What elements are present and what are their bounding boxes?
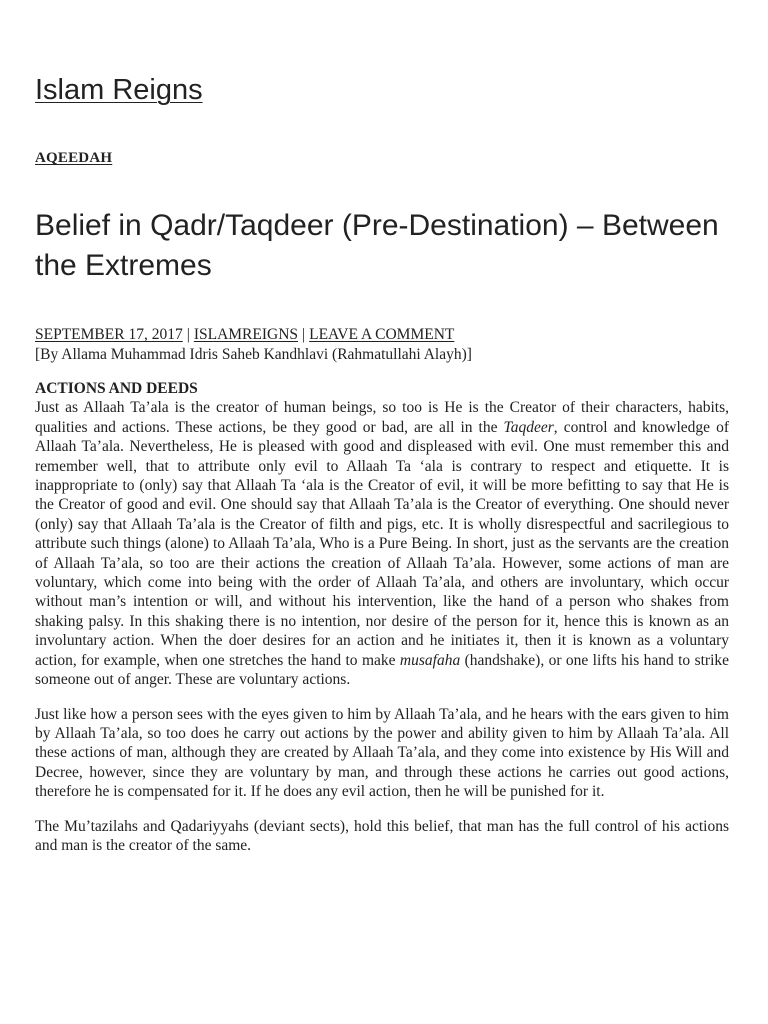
author-link[interactable]: ISLAMREIGNS [193, 326, 299, 343]
paragraph-mutazilahs: The Mu’tazilahs and Qadariyyahs (deviant sects), hold this belief, that man has the full control of his actions and man is the creator of the same. [35, 817, 729, 854]
article-byline: [By Allama Muhammad Idris Saheb Kandhlavi (Rahmatullahi Alayh)] [35, 346, 472, 363]
paragraph-text: , control and knowledge of Allaah Ta’ala. Nevertheless, He is pleased with good and displeased with evil. One must remember this and remember well, that to attribute only evil to Allaah Ta ‘ala is contrary to respect and etiquette. It is inappropriate to (only) say that Allaah Ta ‘ala is the Creator of evil, it will be more befitting to say that He is the Creator of good and evil. One should say that Allaah Ta’ala is the Creator of everything. One should never (only) say that Allaah Ta’ala is the Creator of filth and pigs, etc. It is wholly disrespectful and sacrilegious to attribute such things (alone) to Allaah Ta’ala, Who is a Pure Being. In short, just as the servants are the creation of Allaah Ta’ala, so too are their actions the creation of Allaah Ta’ala. However, some actions of man are voluntary, which come into being with the order of Allaah Ta’ala, and others are involuntary, which occur without man’s intention or will, and without his intervention, like the hand of a person who shakes from shaking palsy. In this shaking there is no intention, nor desire of the person for it, hence this is known as an involuntary action. When the doer desires for an action and he initiates it, then it is known as a voluntary action, for example, when one stretches the hand to make [35, 418, 729, 669]
site-title-link[interactable]: Islam Reigns [35, 74, 203, 106]
emphasis-musafaha: musafaha [399, 651, 461, 669]
meta-separator: | [302, 326, 306, 343]
paragraph-actions-and-deeds [35, 398, 729, 689]
section-heading: ACTIONS AND DEEDS [35, 380, 198, 397]
paragraph-voluntary-actions: Just like how a person sees with the eyes given to him by Allaah Ta’ala, and he hears with the ears given to him by Allaah Ta’ala, so too does he carry out actions by the power and ability given to him by Allaah Ta’ala. All these actions of man, although they are created by Allaah Ta’ala, and they come into existence by His Will and Decree, however, since they are voluntary by man, and through these actions he carries out good actions, therefore he is compensated for it. If he does any evil action, then he will be punished for it. [35, 705, 729, 801]
post-date-link[interactable]: SEPTEMBER 17, 2017 [35, 326, 183, 343]
paragraph-text: (handshake), or one lifts his hand to strike someone out of anger. These are voluntary actions. [35, 651, 729, 689]
leave-comment-link[interactable]: LEAVE A COMMENT [309, 326, 455, 343]
post-meta [35, 325, 454, 344]
article-content [35, 379, 729, 855]
paragraph-text: Just as Allaah Ta’ala is the creator of human beings, so too is He is the Creator of their characters, habits, qualities and actions. These actions, be they good or bad, are all in the [35, 399, 729, 436]
category-link-aqeedah[interactable]: AQEEDAH [35, 150, 113, 166]
post-title: Belief in Qadr/Taqdeer (Pre-Destination) – Between the Extremes [35, 209, 719, 282]
meta-separator: | [186, 326, 190, 343]
emphasis-taqdeer: Taqdeer [503, 418, 554, 436]
